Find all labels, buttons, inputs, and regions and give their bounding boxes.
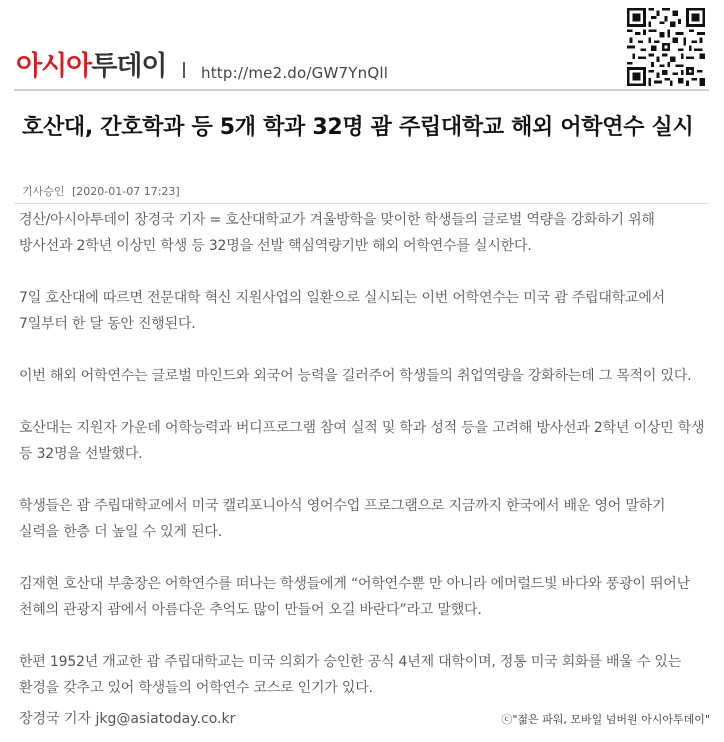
page-header [0, 0, 724, 92]
article-paragraph: 경산/아시아투데이 장경국 기자 = 호산대학교가 겨울방학을 맞이한 학생들의 글로벌 역량을 강화하기 위해 방사선과 2학년 이상민 학생 등 32명을 선발 핵심역량기반 해외 어학연수를 실시한다. [19, 212, 655, 254]
reporter-byline: 장경국 기자 jkg@asiatoday.co.kr [19, 711, 236, 727]
short-url-link[interactable]: http://me2.do/GW7YnQll [201, 64, 389, 82]
article-paragraph: 김재현 호산대 부총장은 어학연수를 떠나는 학생들에게 “어학연수뿐 만 아니라 에머럴드빛 바다와 풍광이 뛰어난 천혜의 관광지 괌에서 아름다운 추억도 많이 만들어 오길 바란다”라고 말했다. [19, 576, 690, 618]
header-rule [14, 89, 709, 91]
article-paragraph: 한편 1952년 개교한 괌 주립대학교는 미국 의회가 승인한 공식 4년제 대학이며, 정통 미국 회화를 배울 수 있는 환경을 갖추고 있어 학생들의 어학연수 코스로 인기가 있다. [19, 654, 682, 696]
logo-text-part1: 아시아 [16, 51, 92, 82]
article-body [19, 207, 709, 727]
meta-rule [14, 203, 709, 204]
article-meta [22, 183, 180, 199]
qr-code-icon [627, 8, 705, 86]
article-paragraph: 호산대는 지원자 가운데 어학능력과 버디프로그램 참여 실적 및 학과 성적 등을 고려해 방사선과 2학년 이상민 학생 등 32명을 선발했다. [19, 420, 705, 462]
approval-label: 기사승인 [22, 185, 65, 198]
article-paragraph: 학생들은 괌 주립대학교에서 미국 캘리포니아식 영어수업 프로그램으로 지금까지 한국에서 배운 영어 말하기 실력을 한층 더 높일 수 있게 된다. [19, 498, 666, 540]
approval-date: [2020-01-07 17:23] [72, 185, 180, 198]
article-paragraph: 7일 호산대에 따르면 전문대학 혁신 지원사업의 일환으로 실시되는 이번 어학연수는 미국 괌 주립대학교에서 7일부터 한 달 동안 진행된다. [19, 290, 665, 332]
header-divider [183, 62, 185, 78]
article-paragraph: 이번 해외 어학연수는 글로벌 마인드와 외국어 능력을 길러주어 학생들의 취업역량을 강화하는데 그 목적이 있다. [19, 368, 692, 384]
copyright-notice: ⓒ"젊은 파워, 모바일 넘버원 아시아투데이" [501, 713, 710, 726]
asiatoday-logo[interactable] [16, 52, 167, 82]
logo-text-part2: 투데이 [91, 51, 167, 82]
article-title: 호산대, 간호학과 등 5개 학과 32명 괌 주립대학교 해외 어학연수 실시 [22, 115, 694, 140]
